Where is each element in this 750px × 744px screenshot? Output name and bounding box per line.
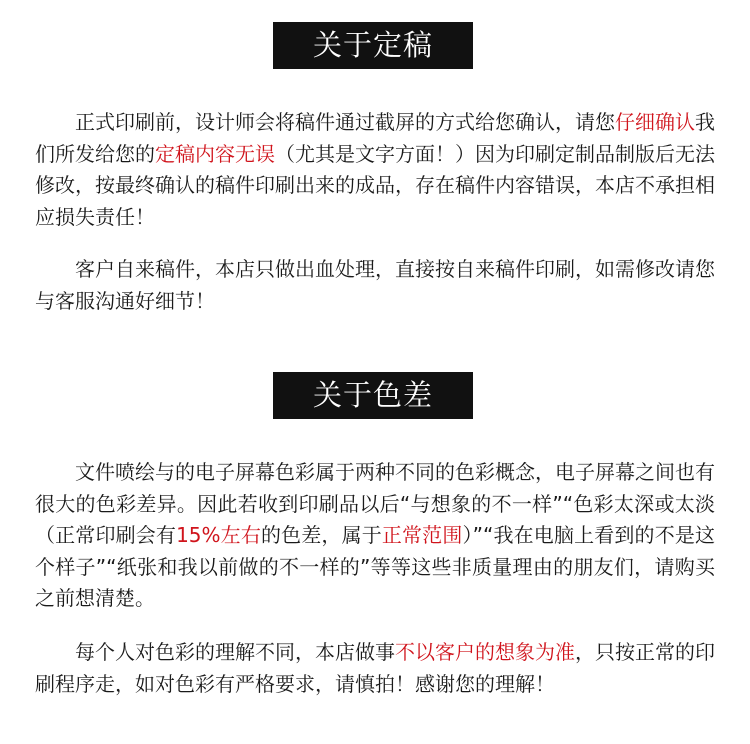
color-paragraph-2 [35, 637, 715, 700]
text-segment: 客户自来稿件，本店只做出血处理，直接按自来稿件印刷，如需修改请您与客服沟通好细节！ [35, 257, 715, 313]
highlight-careful-confirm: 仔细确认 [615, 110, 695, 134]
text-segment: 的色差，属于 [260, 523, 382, 547]
text-segment: ）”“我在电脑上看到的不是这个样子”“纸张和我以前做的不一样的”等等这些非质量理由的朋友们，请购买之前想清楚。 [35, 523, 716, 610]
highlight-content-correct: 定稿内容无误 [155, 141, 275, 166]
text-segment: ，只按正常的印刷程序走，如对色彩有严格要求，请慎拍！感谢您的理解！ [35, 640, 715, 696]
highlight-not-imagination: 不以客户的想象为准 [395, 640, 575, 664]
section-title-final-draft: 关于定稿 [273, 22, 473, 69]
final-draft-paragraph-2 [35, 254, 715, 317]
section-title-color-difference: 关于色差 [273, 372, 473, 419]
highlight-percentage: 15%左右 [176, 523, 261, 547]
final-draft-paragraph-1 [35, 107, 715, 233]
text-segment: 每个人对色彩的理解不同，本店做事 [75, 640, 395, 664]
text-segment: 正式印刷前，设计师会将稿件通过截屏的方式给您确认，请您 [75, 110, 615, 134]
highlight-normal-range: 正常范围 [381, 523, 463, 547]
text-segment: 我们所发给您的 [35, 110, 715, 166]
text-segment: （尤其是文字方面！）因为印刷定制品制版后无法修改，按最终确认的稿件印刷出来的成品，存在稿件内容错误，本店不承担相应损失责任！ [35, 141, 715, 229]
color-paragraph-1 [35, 457, 715, 615]
text-segment: 文件喷绘与的电子屏幕色彩属于两种不同的色彩概念，电子屏幕之间也有很大的色彩差异。因此若收到印刷品以后“与想象的不一样”“色彩太深或太淡（正常印刷会有 [35, 460, 715, 547]
